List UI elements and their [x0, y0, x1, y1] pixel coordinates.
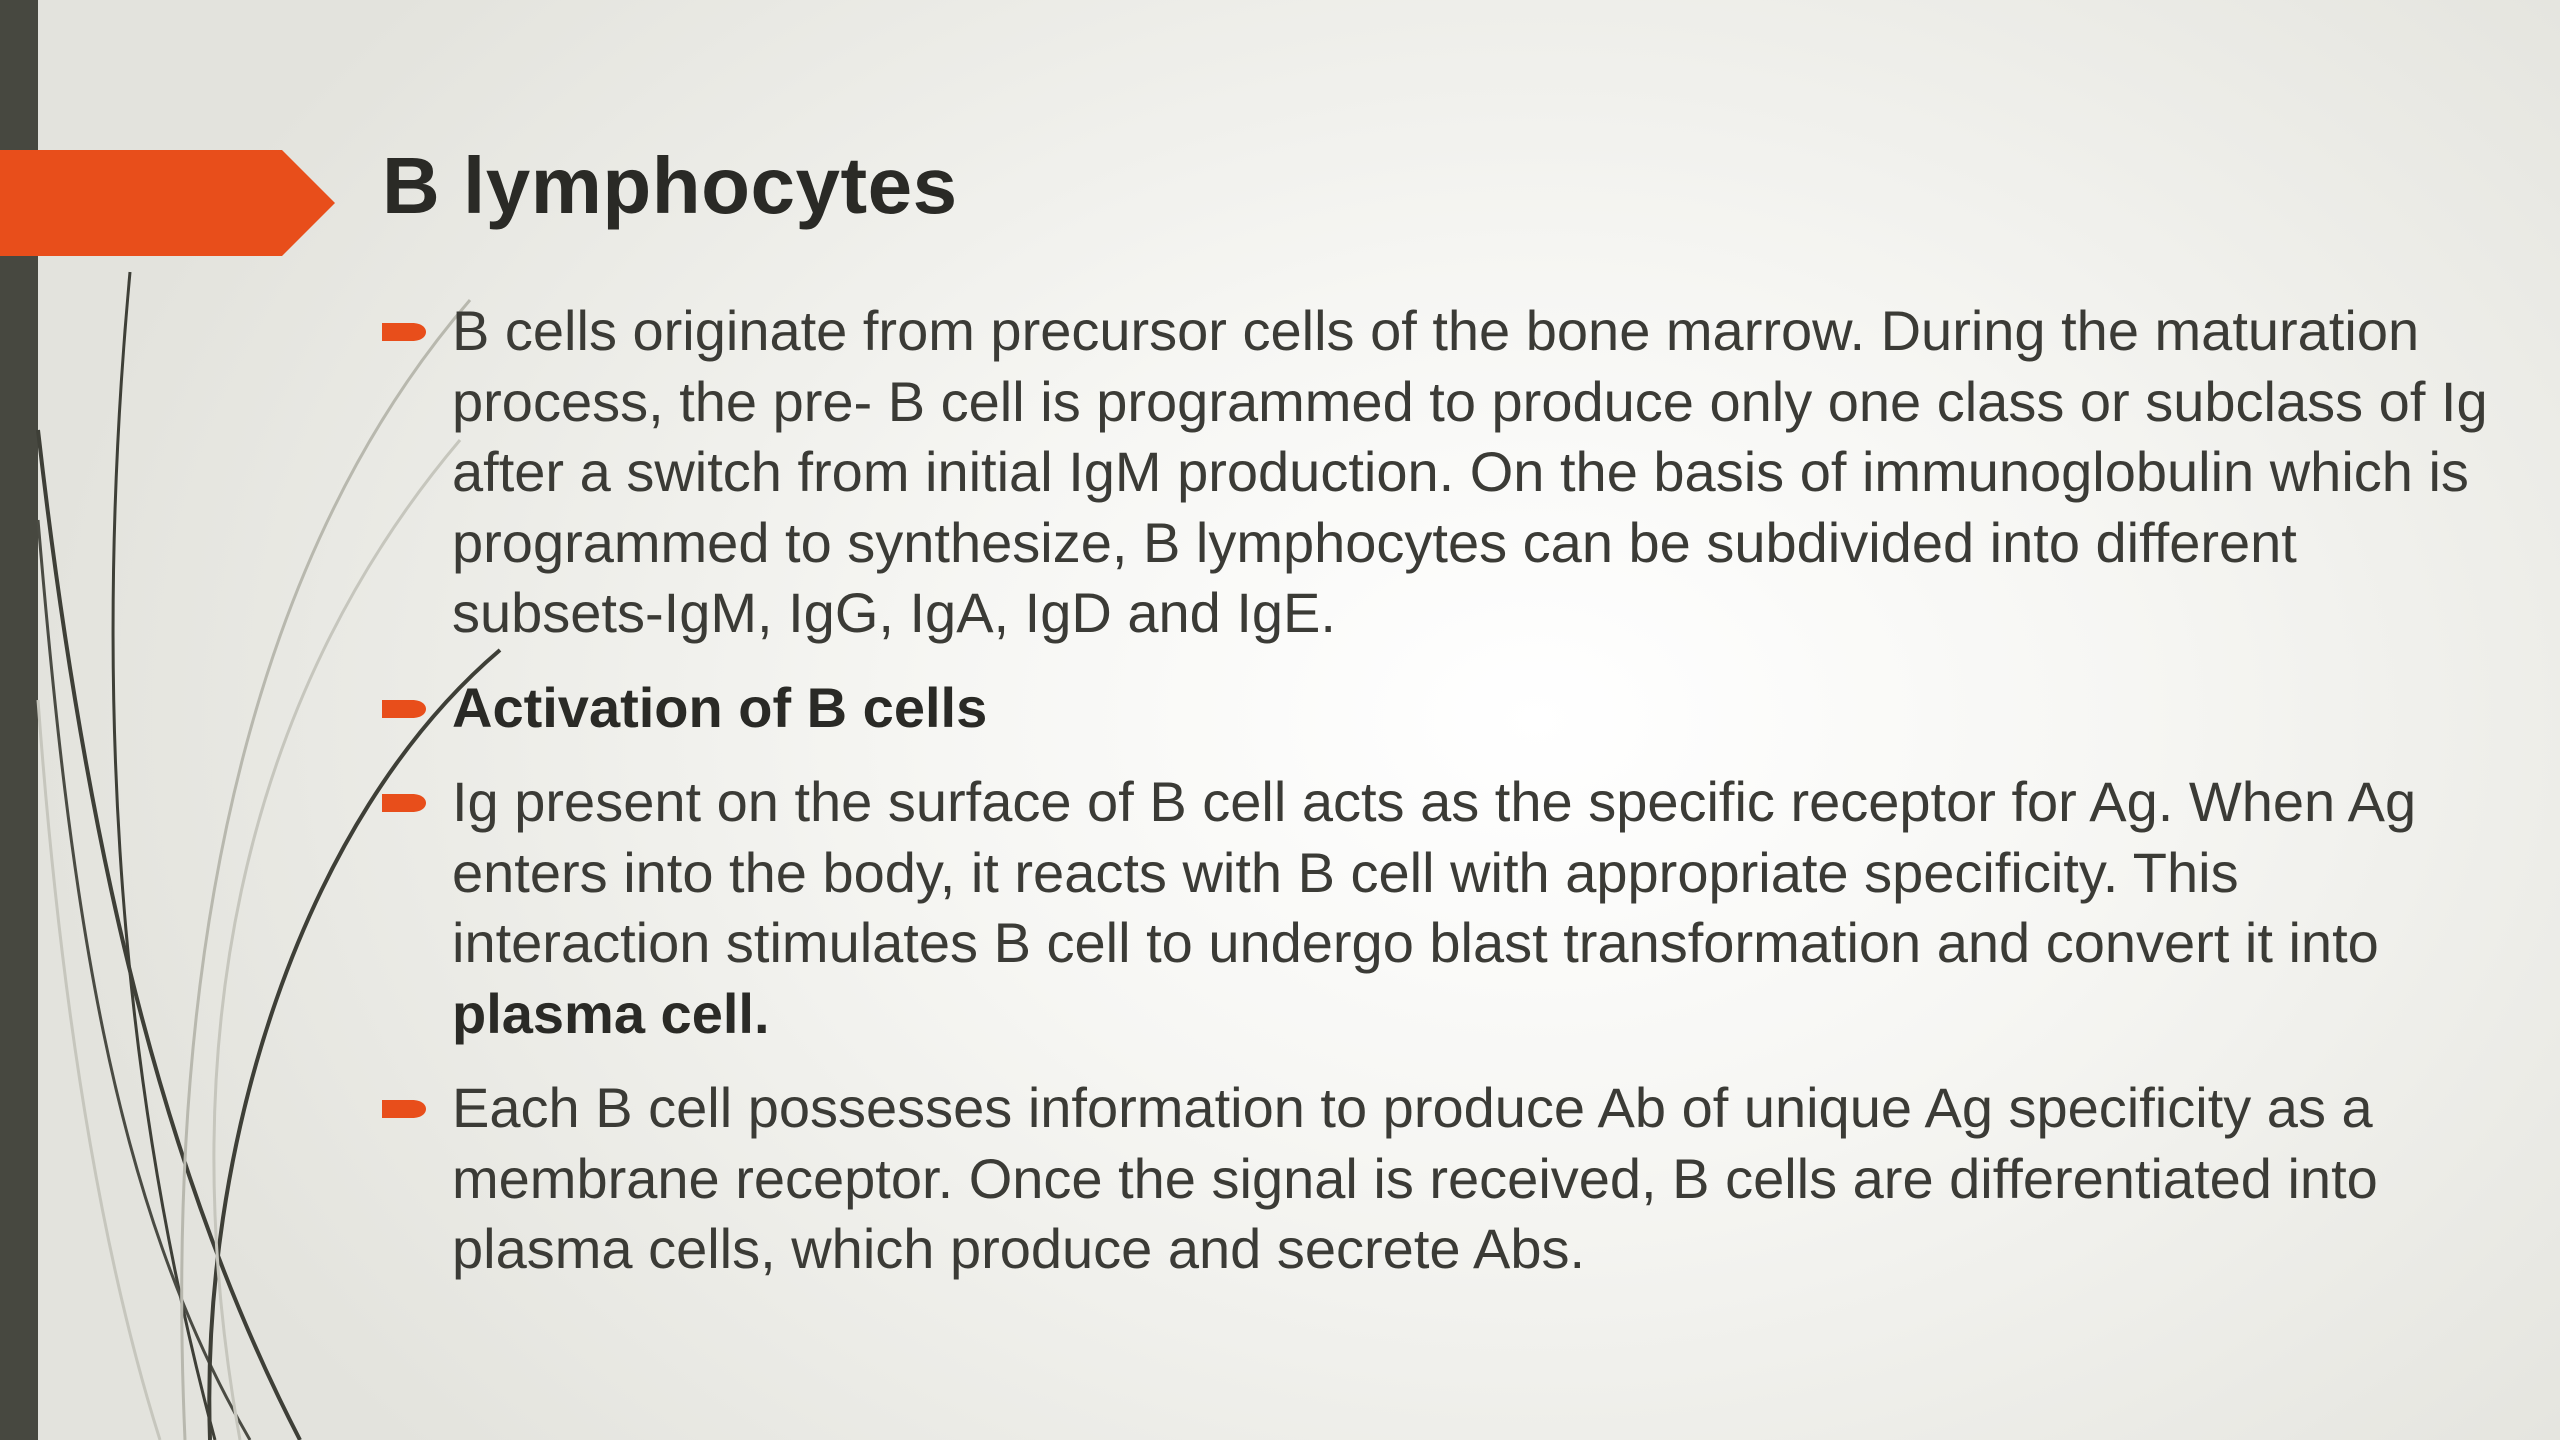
slide-body — [382, 296, 2492, 1309]
bullet-heading: Activation of B cells — [452, 675, 988, 739]
arrow-bullet-icon — [382, 318, 426, 346]
bullet-text: Each B cell possesses information to produce Ab of unique Ag specificity as a membrane receptor. Once the signal is received, B cells are differentiated into plasma cells, which produce and secrete Abs. — [452, 1076, 2378, 1280]
bullet-item — [382, 673, 2492, 744]
arrow-bullet-icon — [382, 1095, 426, 1123]
title-arrow-tab — [0, 150, 335, 256]
bullet-item — [382, 296, 2492, 649]
bullet-bold-text: plasma cell. — [452, 981, 770, 1045]
bullet-text: Ig present on the surface of B cell acts as the specific receptor for Ag. When Ag enters into the body, it reacts with B cell with appropriate specificity. This interaction stimulates B cell to undergo blast transformation and convert it into — [452, 770, 2417, 974]
slide-title: B lymphocytes — [382, 141, 958, 230]
bullet-item — [382, 1073, 2492, 1285]
arrow-bullet-icon — [382, 789, 426, 817]
bullet-item — [382, 767, 2492, 1049]
bullet-text: B cells originate from precursor cells of the bone marrow. During the maturation process, the pre- B cell is programmed to produce only one class or subclass of Ig after a switch from initial IgM production. On the basis of immunoglobulin which is programmed to synthesize, B lymphocytes can be subdivided into different subsets-IgM, IgG, IgA, IgD and IgE. — [452, 299, 2488, 644]
arrow-bullet-icon — [382, 695, 426, 723]
